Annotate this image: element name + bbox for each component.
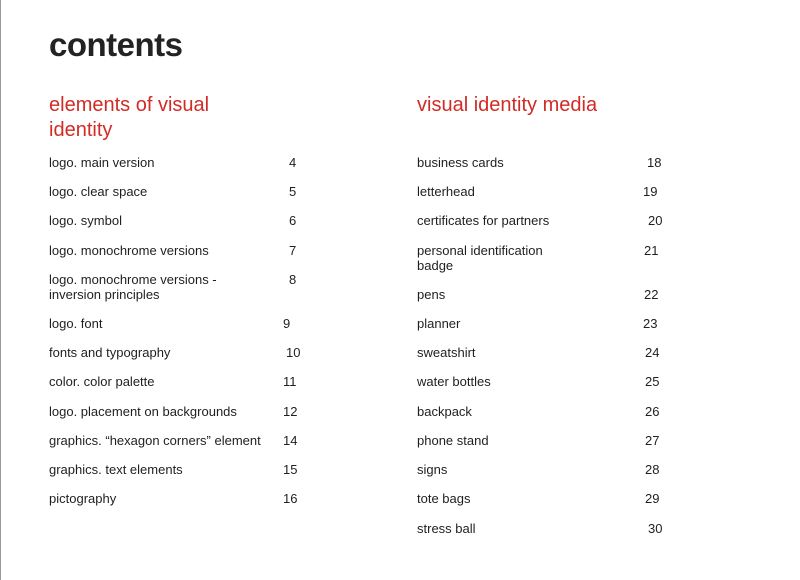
toc-entry-label: pens [417,287,446,302]
toc-entry-label: letterhead [417,184,475,199]
toc-entry-page-number: 9 [283,316,291,331]
toc-entry [49,184,319,199]
toc-entry [49,374,319,389]
toc-entry-page-number: 12 [283,404,298,419]
toc-entry-page-number: 30 [648,521,663,536]
toc-entry-page-number: 19 [643,184,658,199]
toc-entry-page-number: 23 [643,316,658,331]
toc-entry-page-number: 6 [289,213,297,228]
toc-entry-label: stress ball [417,521,476,536]
toc-entry-page-number: 7 [289,243,297,258]
toc-entry [49,433,319,448]
toc-entry-page-number: 8 [289,272,297,287]
toc-entry [49,272,319,302]
toc-entry [417,491,687,506]
elements-section [49,93,319,506]
toc-entry-page-number: 25 [645,374,660,389]
toc-entry-label: logo. symbol [49,213,122,228]
toc-entry [417,155,687,170]
toc-entry-label: signs [417,462,448,477]
toc-entry-label: sweatshirt [417,345,476,360]
toc-entry-label: logo. placement on backgrounds [49,404,237,419]
toc-entry-page-number: 28 [645,462,660,477]
toc-entry-page-number: 21 [644,243,659,258]
toc-entry-page-number: 5 [289,184,297,199]
toc-entry-label: certificates for partners [417,213,550,228]
toc-entry [417,213,687,228]
toc-entry [49,213,319,228]
toc-entry-page-number: 4 [289,155,297,170]
toc-entry-label: logo. font [49,316,103,331]
toc-entry-label: logo. clear space [49,184,148,199]
toc-entry-label: backpack [417,404,472,419]
toc-entry [417,345,687,360]
toc-entry [417,287,687,302]
toc-entry-page-number: 26 [645,404,660,419]
toc-entry-page-number: 14 [283,433,298,448]
toc-entry [49,243,319,258]
toc-entry-page-number: 16 [283,491,298,506]
toc-entry [417,316,687,331]
toc-entry [417,374,687,389]
toc-entry-page-number: 20 [648,213,663,228]
toc-entry-page-number: 29 [645,491,660,506]
page-title: contents [49,26,183,63]
toc-entry-label: color. color palette [49,374,155,389]
toc-entry-page-number: 22 [644,287,659,302]
toc-entry-label: logo. main version [49,155,155,170]
toc-entry-page-number: 18 [647,155,662,170]
toc-entry-page-number: 24 [645,345,660,360]
media-section-heading: visual identity media [417,94,598,116]
toc-entry [49,404,319,419]
toc-entry-page-number: 10 [286,345,301,360]
toc-entry-page-number: 15 [283,462,298,477]
toc-entry-label: water bottles [417,374,491,389]
toc-entry-label: graphics. text elements [49,462,183,477]
toc-entry-label: tote bags [417,491,471,506]
toc-entry-label: pictography [49,491,117,506]
elements-section-heading: elements of visual identity [49,94,210,141]
toc-entry [49,155,319,170]
toc-entry [417,433,687,448]
toc-entry-page-number: 27 [645,433,660,448]
toc-entry [417,243,687,273]
toc-entry [49,316,319,331]
toc-entry [49,462,319,477]
toc-entry-label: business cards [417,155,504,170]
toc-entry [417,404,687,419]
toc-entry-label: personal identification badge [417,243,543,273]
toc-entry-label: logo. monochrome versions - inversion principles [49,272,217,302]
toc-entry-label: logo. monochrome versions [49,243,209,258]
toc-entry-label: phone stand [417,433,489,448]
media-section [417,93,677,536]
toc-entry [417,462,687,477]
toc-entry [49,491,319,506]
toc-entry [417,521,687,536]
toc-entry [417,184,687,199]
toc-entry-label: fonts and typography [49,345,171,360]
toc-entry-page-number: 11 [283,374,297,389]
toc-entry-label: planner [417,316,461,331]
toc-entry-label: graphics. “hexagon corners” element [49,433,261,448]
toc-entry [49,345,319,360]
